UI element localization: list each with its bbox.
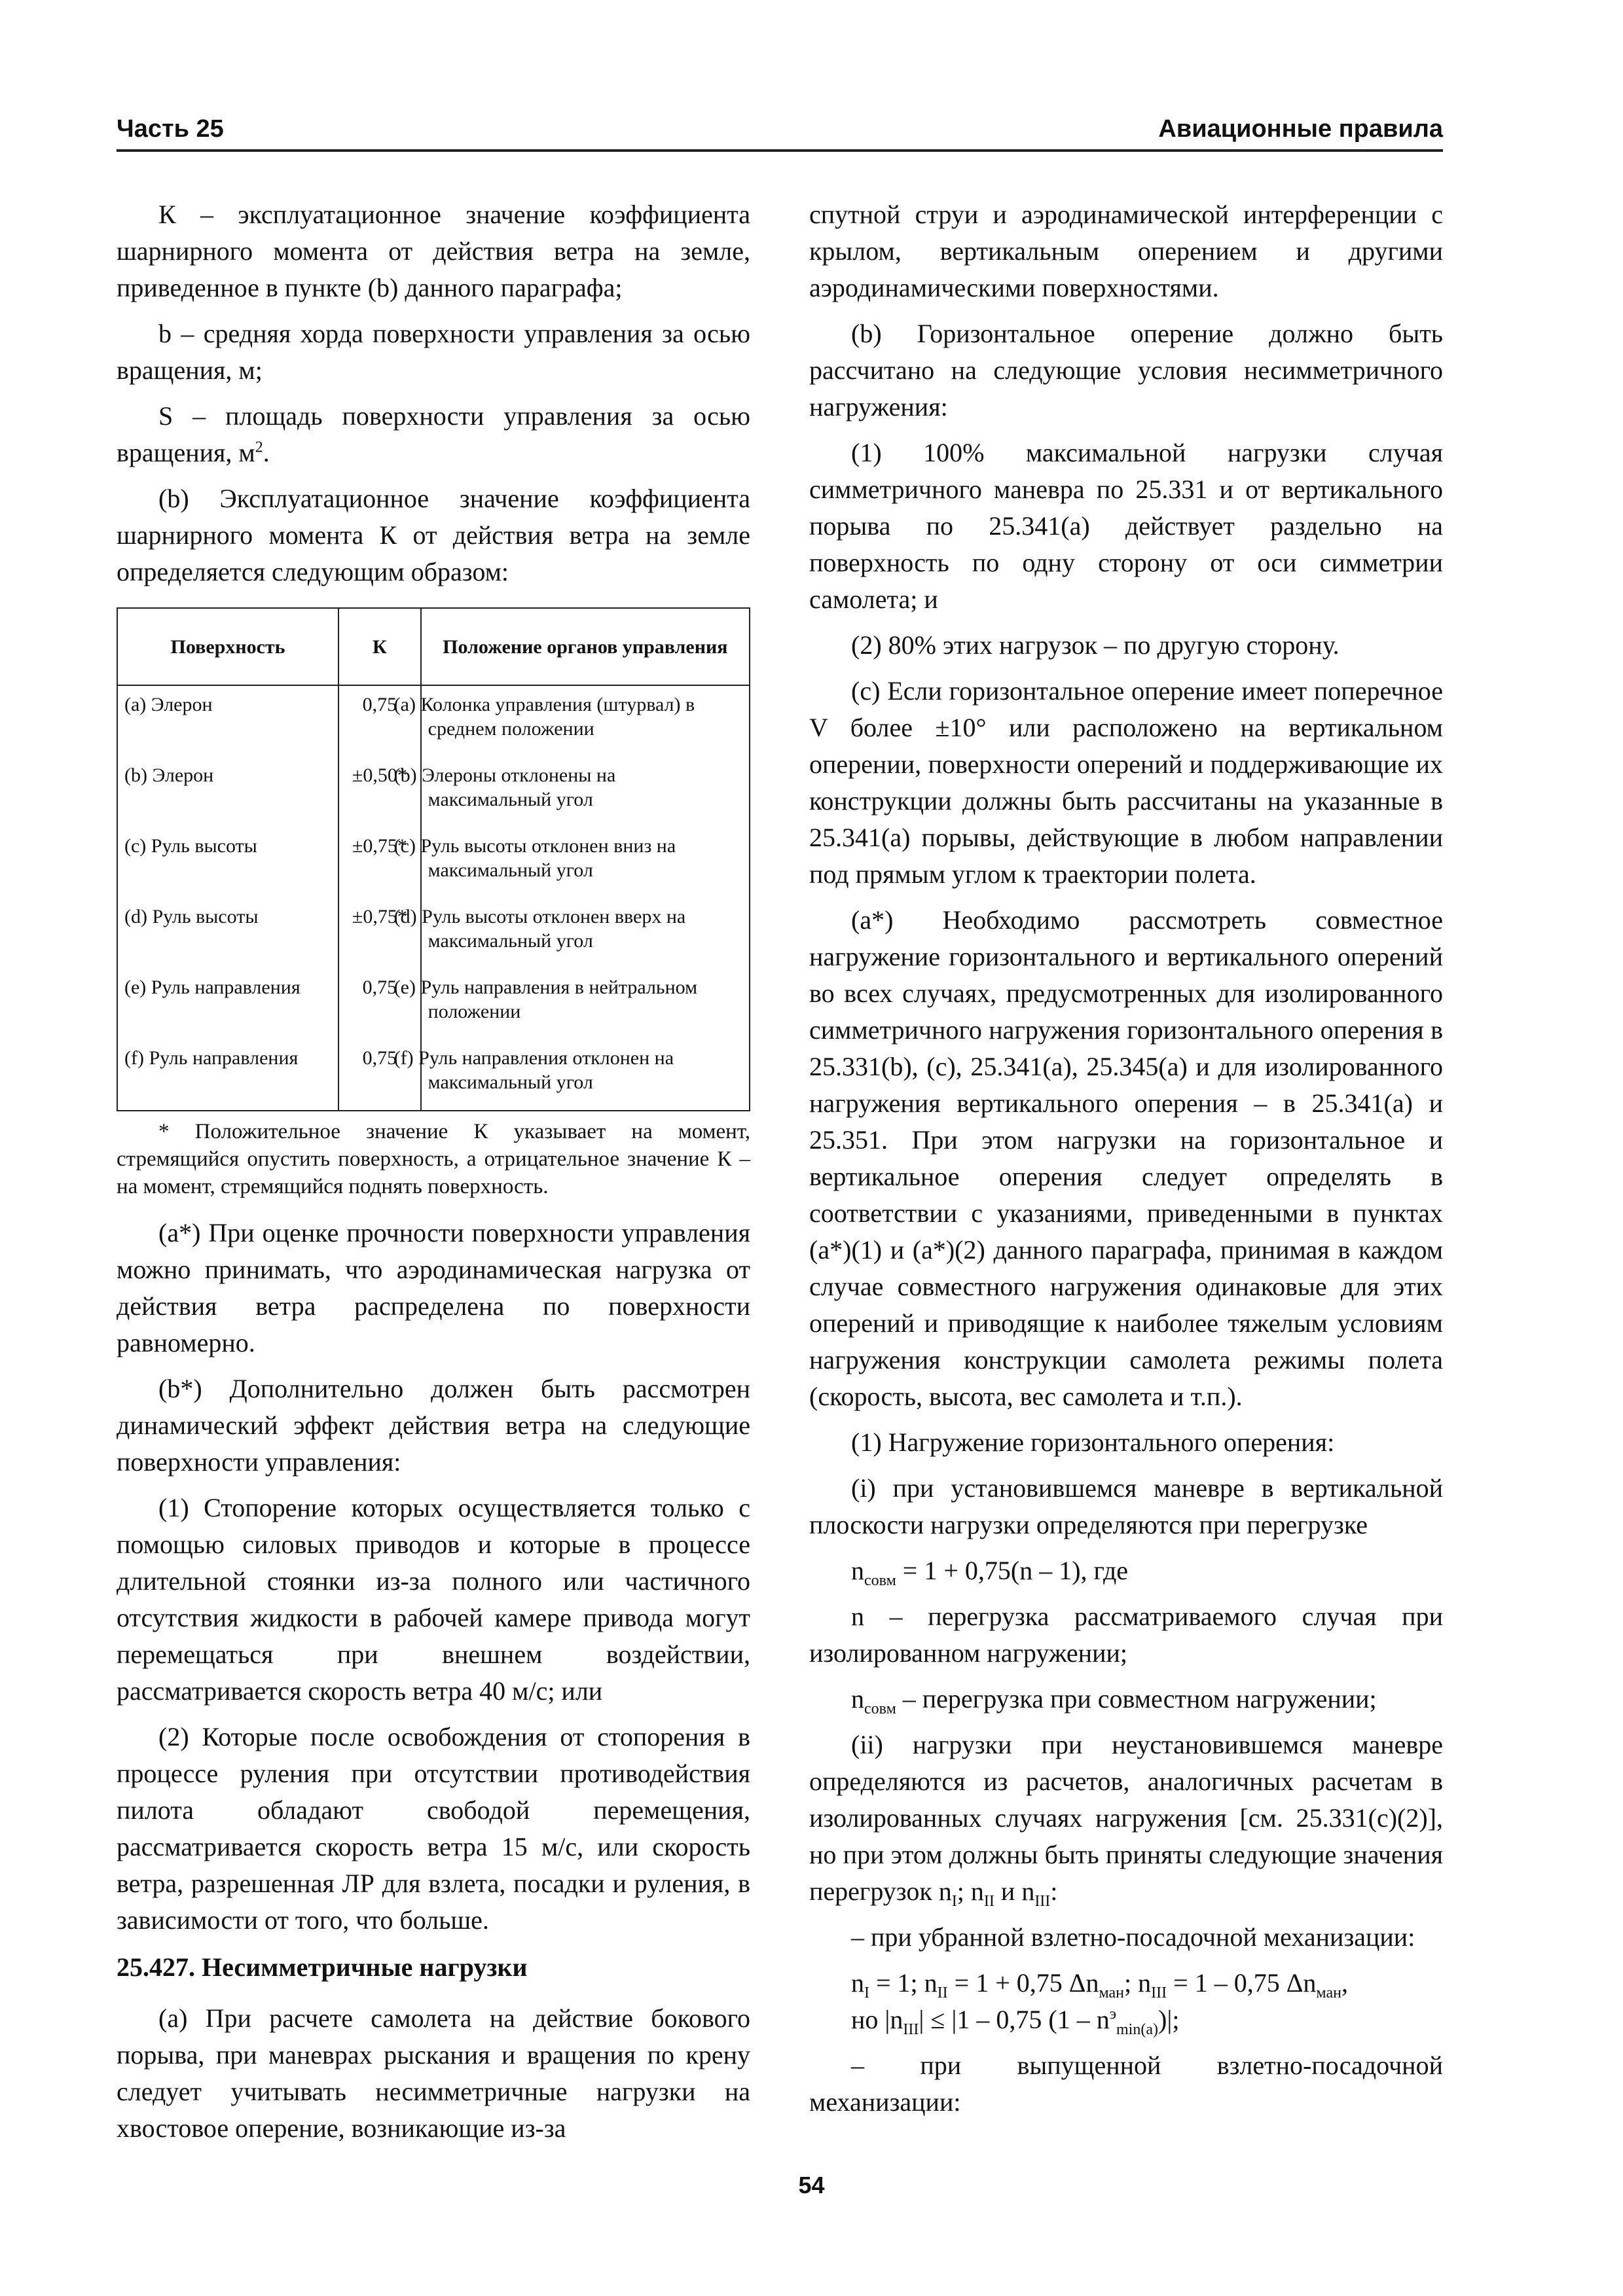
header-part: Часть 25 <box>117 115 224 143</box>
paragraph-427a-star: (a*) Необходимо рассмотреть совместное нагружение горизонтального и вертикального оперений во всех случаях, предусмотренных для изолированного симметричного нагружения горизонтального оперения в 25.331(b), (c), 25.341(a), 25.345(a) и для изолированного нагружения вертикального оперения – в 25.341(a) и 25.351. При этом нагрузки на горизонтальное и вертикальное оперения следует определять в соответствии с указаниями, приведенными в пунктах (a*)(1) и (a*)(2) данного параграфа, принимая в каждом случае совместного нагружения одинаковые для этих оперений и приводящие к наиболее тяжелым условиям нагружения конструкции самолета режимы полета (скорость, высота, вес самолета и т.п.). <box>809 905 1443 1411</box>
table-cell-surface: (f) Руль направления <box>117 1039 338 1111</box>
paragraph-continued: спутной струи и аэродинамической интерференции с крылом, вертикальным оперением и другими аэродинамическими поверхностями. <box>809 200 1443 302</box>
paragraph-427b-2: (2) 80% этих нагрузок – по другую сторону. <box>851 630 1340 660</box>
paragraph-b-star: (b*) Дополнительно должен быть рассмотрен динамический эффект действия ветра на следующие поверхности управления: <box>117 1374 750 1477</box>
table-footnote: * Положительное значение К указывает на момент, стремящийся опустить поверхность, а отрицательное значение К – на момент, стремящийся поднять поверхность. <box>117 1120 750 1198</box>
table-row <box>117 685 750 757</box>
table-row <box>117 898 750 969</box>
table-cell-position: (f) Руль направления отклонен на максимальный угол <box>421 1039 750 1111</box>
table-cell-position: (d) Руль высоты отклонен вверх на максимальный угол <box>421 898 750 969</box>
table-cell-k: 0,75 <box>338 969 421 1039</box>
section-title: 25.427. Несимметричные нагрузки <box>117 1952 528 1982</box>
paragraph-s-def: S – площадь поверхности управления за осью вращения, $м^2$. <box>117 401 750 467</box>
table-cell-k: ±0,50* <box>338 757 421 827</box>
table-cell-surface: (d) Руль высоты <box>117 898 338 969</box>
paragraph-427b-1: (1) 100% максимальной нагрузки случая симметричного маневра по 25.331 и от вертикального порыва по 25.341(a) действует раздельно на поверхность по одну сторону от оси симметрии самолета; и <box>809 438 1443 614</box>
table-cell-position: (a) Колонка управления (штурвал) в среднем положении <box>421 685 750 757</box>
paragraph-b-intro: (b) Эксплуатационное значение коэффициента шарнирного момента К от действия ветра на земле определяется следующим образом: <box>117 484 750 586</box>
paragraph-ii: (ii) нагрузки при неустановившемся маневре определяются из расчетов, аналогичных расчетам в изолированных случаях нагружения [см. 25.331(c)(2)], но при этом должны быть приняты следующие значения перегрузок $n_I$; $n_{II}$ и $n_{III}$: <box>809 1730 1443 1910</box>
table-cell-position: (b) Элероны отклонены на максимальный угол <box>421 757 750 827</box>
formula-constraint: но $|n_{III}| \le |1 - 0,75$ $(1 - n^э_{min(a)})|$; <box>851 2005 1180 2038</box>
paragraph-k-def: К – эксплуатационное значение коэффициента шарнирного момента от действия ветра на земле, приведенное в пункте (b) данного параграфа; <box>117 200 750 302</box>
table-row <box>117 757 750 827</box>
paragraph-b-star-2: (2) Которые после освобождения от стопорения в процессе руления при отсутствии противодействия пилота обладают свободой перемещения, рассматривается скорость ветра 15 м/с, или скорость ветра, разрешенная ЛР для взлета, посадки и руления, в зависимости от того, что больше. <box>117 1722 750 1935</box>
paragraph-b-def: b – средняя хорда поверхности управления за осью вращения, м; <box>117 319 750 385</box>
paragraph-horizontal-loading: (1) Нагружение горизонтального оперения: <box>851 1427 1335 1457</box>
table-header-surface: Поверхность <box>117 608 338 685</box>
paragraph-a-star: (a*) При оценке прочности поверхности управления можно принимать, что аэродинамическая нагрузка от действия ветра распределена по поверхности равномерно. <box>117 1218 750 1357</box>
table-cell-surface: (b) Элерон <box>117 757 338 827</box>
hinge-coefficient-table <box>117 607 750 1111</box>
table-cell-surface: (e) Руль направления <box>117 969 338 1039</box>
paragraph-nsovm-def: $n_{совм}$ – перегрузка при совместном нагружении; <box>851 1684 1377 1717</box>
formula-overloads: $n_I = 1$; $n_{II} = 1 + 0,75$ $\Delta n_{ман}$; $n_{III} = 1 - 0,75$ $\Delta n_{ман}$, <box>851 1968 1348 2001</box>
paragraph-retracted: – при убранной взлетно-посадочной механизации: <box>851 1922 1415 1952</box>
table-cell-surface: (c) Руль высоты <box>117 827 338 898</box>
table-header-position: Положение органов управления <box>421 608 750 685</box>
paragraph-427a: (a) При расчете самолета на действие бокового порыва, при маневрах рыскания и вращения по крену следует учитывать несимметричные нагрузки на хвостовое оперение, возникающие из-за <box>117 2003 750 2143</box>
paragraph-427c: (c) Если горизонтальное оперение имеет поперечное V более ±10° или расположено на вертикальном оперении, поверхности оперений и поддерживающие их конструкции должны быть рассчитаны на указанные в 25.341(a) порывы, действующие в любом направлении под прямым углом к траектории полета. <box>809 676 1443 889</box>
table-cell-surface: (a) Элерон <box>117 685 338 757</box>
header-title: Авиационные правила <box>1158 115 1443 143</box>
paragraph-extended: – при выпущенной взлетно-посадочной механизации: <box>809 2051 1443 2117</box>
table-cell-position: (c) Руль высоты отклонен вниз на максимальный угол <box>421 827 750 898</box>
paragraph-i: (i) при установившемся маневре в вертикальной плоскости нагрузки определяются при перегрузке <box>809 1473 1443 1539</box>
formula-n-sovm: $n_{совм} = 1 + 0,75(n - 1)$, где <box>851 1556 1129 1589</box>
table-cell-k: ±0,75* <box>338 898 421 969</box>
table-row <box>117 827 750 898</box>
table-cell-position: (e) Руль направления в нейтральном положении <box>421 969 750 1039</box>
running-header <box>117 115 1443 152</box>
table-cell-k: 0,75 <box>338 1039 421 1111</box>
table-cell-k: ±0,75* <box>338 827 421 898</box>
right-column <box>809 196 1443 2130</box>
table-row <box>117 1039 750 1111</box>
page-number: 54 <box>798 2172 825 2198</box>
paragraph-b-star-1: (1) Стопорение которых осуществляется только с помощью силовых приводов и которые в процессе длительной стоянки из-за полного или частичного отсутствия жидкости в рабочей камере привода могут перемещаться при внешнем воздействии, рассматривается скорость ветра 40 м/с; или <box>117 1493 750 1706</box>
table-header-row <box>117 608 750 685</box>
paragraph-427b: (b) Горизонтальное оперение должно быть рассчитано на следующие условия несимметричного нагружения: <box>809 319 1443 422</box>
left-column <box>117 196 750 2156</box>
table-header-k: К <box>338 608 421 685</box>
table-cell-k: 0,75 <box>338 685 421 757</box>
table-row <box>117 969 750 1039</box>
paragraph-n-def: n – перегрузка рассматриваемого случая при изолированном нагружении; <box>809 1602 1443 1668</box>
